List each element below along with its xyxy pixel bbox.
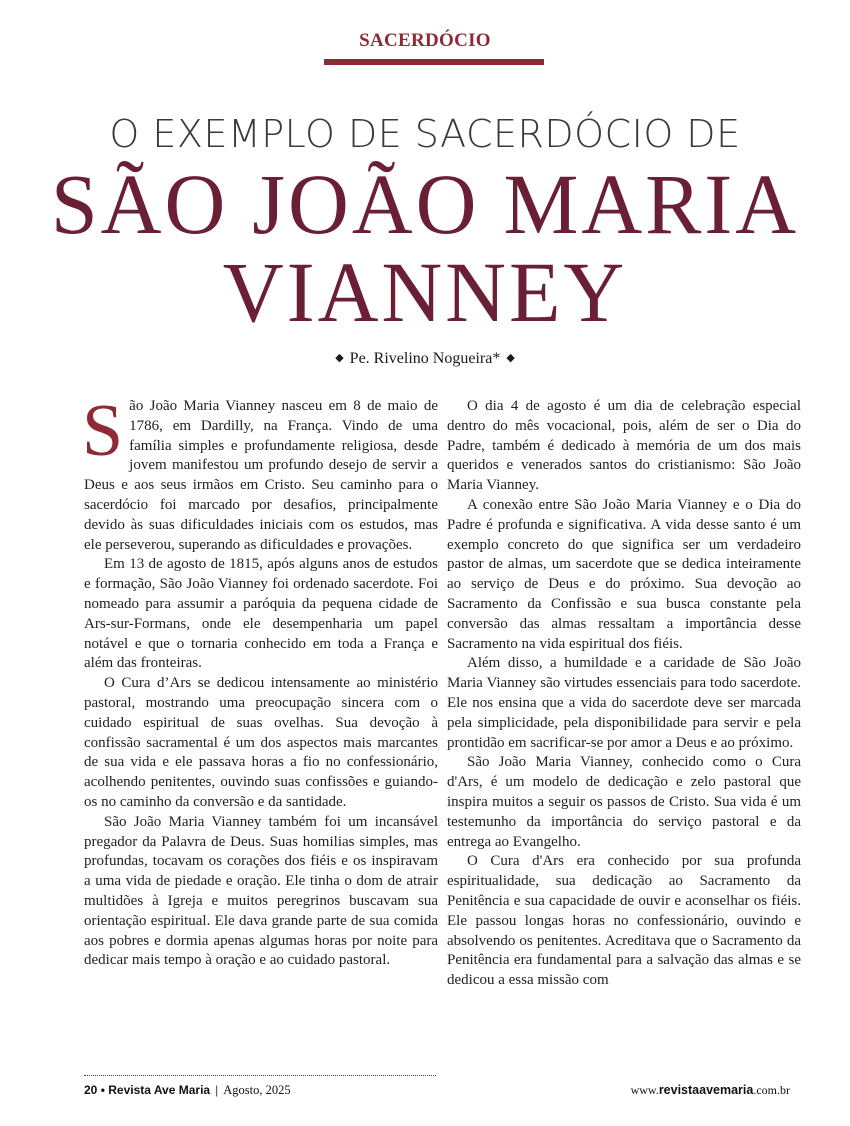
byline [0,350,850,368]
article-column-left [82,390,438,971]
diamond-ornament-icon: ◆ [506,352,515,364]
url-brand: revistaavemaria [658,1083,754,1097]
article-paragraph [82,390,438,555]
section-label: SACERDÓCIO [359,30,491,51]
footer-dotted-rule [84,1075,436,1076]
url-suffix: .com.br [753,1083,790,1097]
website-url [631,1083,790,1098]
url-prefix: www. [630,1083,659,1097]
article-paragraph: A conexão entre São João Maria Vianney e o Dia do Padre é profunda e significativa. A vida desse santo é um exemplo concreto do que significa ser um verdadeiro pastor de almas, um sacerdote que se dedica inteiramente ao serviço de Deus e do próximo. Sua devoção ao Sacramento da Confissão e sua busca constante pela conversão das almas ressaltam a importância desse Sacramento na vida espiritual dos fiéis. [447,496,801,652]
footer-folio [84,1083,291,1098]
article-paragraph: O dia 4 de agosto é um dia de celebração especial dentro do mês vocacional, pois, além de ser o Dia do Padre, também é dedicado à memória de um dos mais queridos e venerados santos do cristianismo: São João Maria Vianney. [447,398,801,494]
article-paragraph: São João Maria Vianney, conhecido como o Cura d'Ars, é um modelo de dedicação e zelo pastoral que inspira muitos a seguir os passos de Cristo. Sua vida é um testemunho da importância do serviço pastoral e da entrega ao Evangelho. [447,754,801,850]
article-paragraph: O Cura d'Ars era conhecido por sua profunda espiritualidade, sua dedicação ao Sacramento da Penitência e sua capacidade de ouvir e aconselhar os fiéis. Ele passou longas horas no confessionário, ouvindo e absolvendo os penitentes. Acreditava que o Sacramento da Penitência era fundamental para a salvação das almas e se dedicou a essa missão com [447,853,801,989]
diamond-ornament-icon: ◆ [335,352,344,364]
article-paragraph: Em 13 de agosto de 1815, após alguns anos de estudos e formação, São João Vianney foi ordenado sacerdote. Foi nomeado para assumir a paróquia da pequena cidade de Ars-sur-Formans, onde ele desempenharia um papel notável e que o tornaria conhecido em toda a França e além das fronteiras. [84,556,438,672]
pipe-separator: | [215,1083,219,1097]
page-number: 20 [84,1083,98,1097]
author-name: Pe. Rivelino Nogueira* [349,350,501,367]
article-column-right [447,397,801,991]
headline-line-2: VIANNEY [222,244,628,340]
title-kicker: O EXEMPLO DE SACERDÓCIO DE [109,112,741,156]
issue-date: Agosto, 2025 [223,1083,291,1097]
drop-cap: S [82,390,124,472]
section-rule [324,59,544,65]
paragraph-text: ão João Maria Vianney nasceu em 8 de maio de 1786, em Dardilly, na França. Vindo de uma família simples e profundamente religiosa, desde jovem manifestou um profundo desejo de servir a Deus e aos seus irmãos em Cristo. Seu caminho para o sacerdócio foi marcado por desafios, principalmente devido às suas dificuldades iniciais com os estudos, mas ele perseverou, superando as dificuldades e provações. [84,398,438,553]
article-paragraph: Além disso, a humildade e a caridade de São João Maria Vianney são virtudes essenciais para todo sacerdote. Ele nos ensina que a vida do sacerdote deve ser marcada pela simplicidade, pela disponibilidade para servir e pela prontidão em sacrificar-se por amor a Deus e ao próximo. [447,655,801,751]
headline-line-1: SÃO JOÃO MARIA [50,156,800,252]
magazine-name: Revista Ave Maria [108,1083,211,1097]
article-paragraph: O Cura d’Ars se dedicou intensamente ao ministério pastoral, mostrando uma preocupação sincera com o cuidado espiritual de suas ovelhas. Sua devoção à confissão sacramental é um dos aspectos mais marcantes de sua vida e ele passava horas a fio no confessionário, acolhendo penitentes, ouvindo suas confissões e guiando-os no caminho da conversão e da santidade. [84,675,438,810]
article-paragraph: São João Maria Vianney também foi um incansável pregador da Palavra de Deus. Suas homilias simples, mas profundas, tocavam os corações dos fiéis e os inspiravam a uma vida de piedade e oração. Ele tinha o dom de atrair multidões à Igreja e muitos peregrinos buscavam sua orientação espiritual. Ele dava grande parte de sua comida aos pobres e dormia apenas algumas horas por noite para dedicar mais tempo à oração e ao cuidado pastoral. [84,813,438,969]
bullet-separator: • [100,1083,105,1097]
headline [9,156,842,340]
